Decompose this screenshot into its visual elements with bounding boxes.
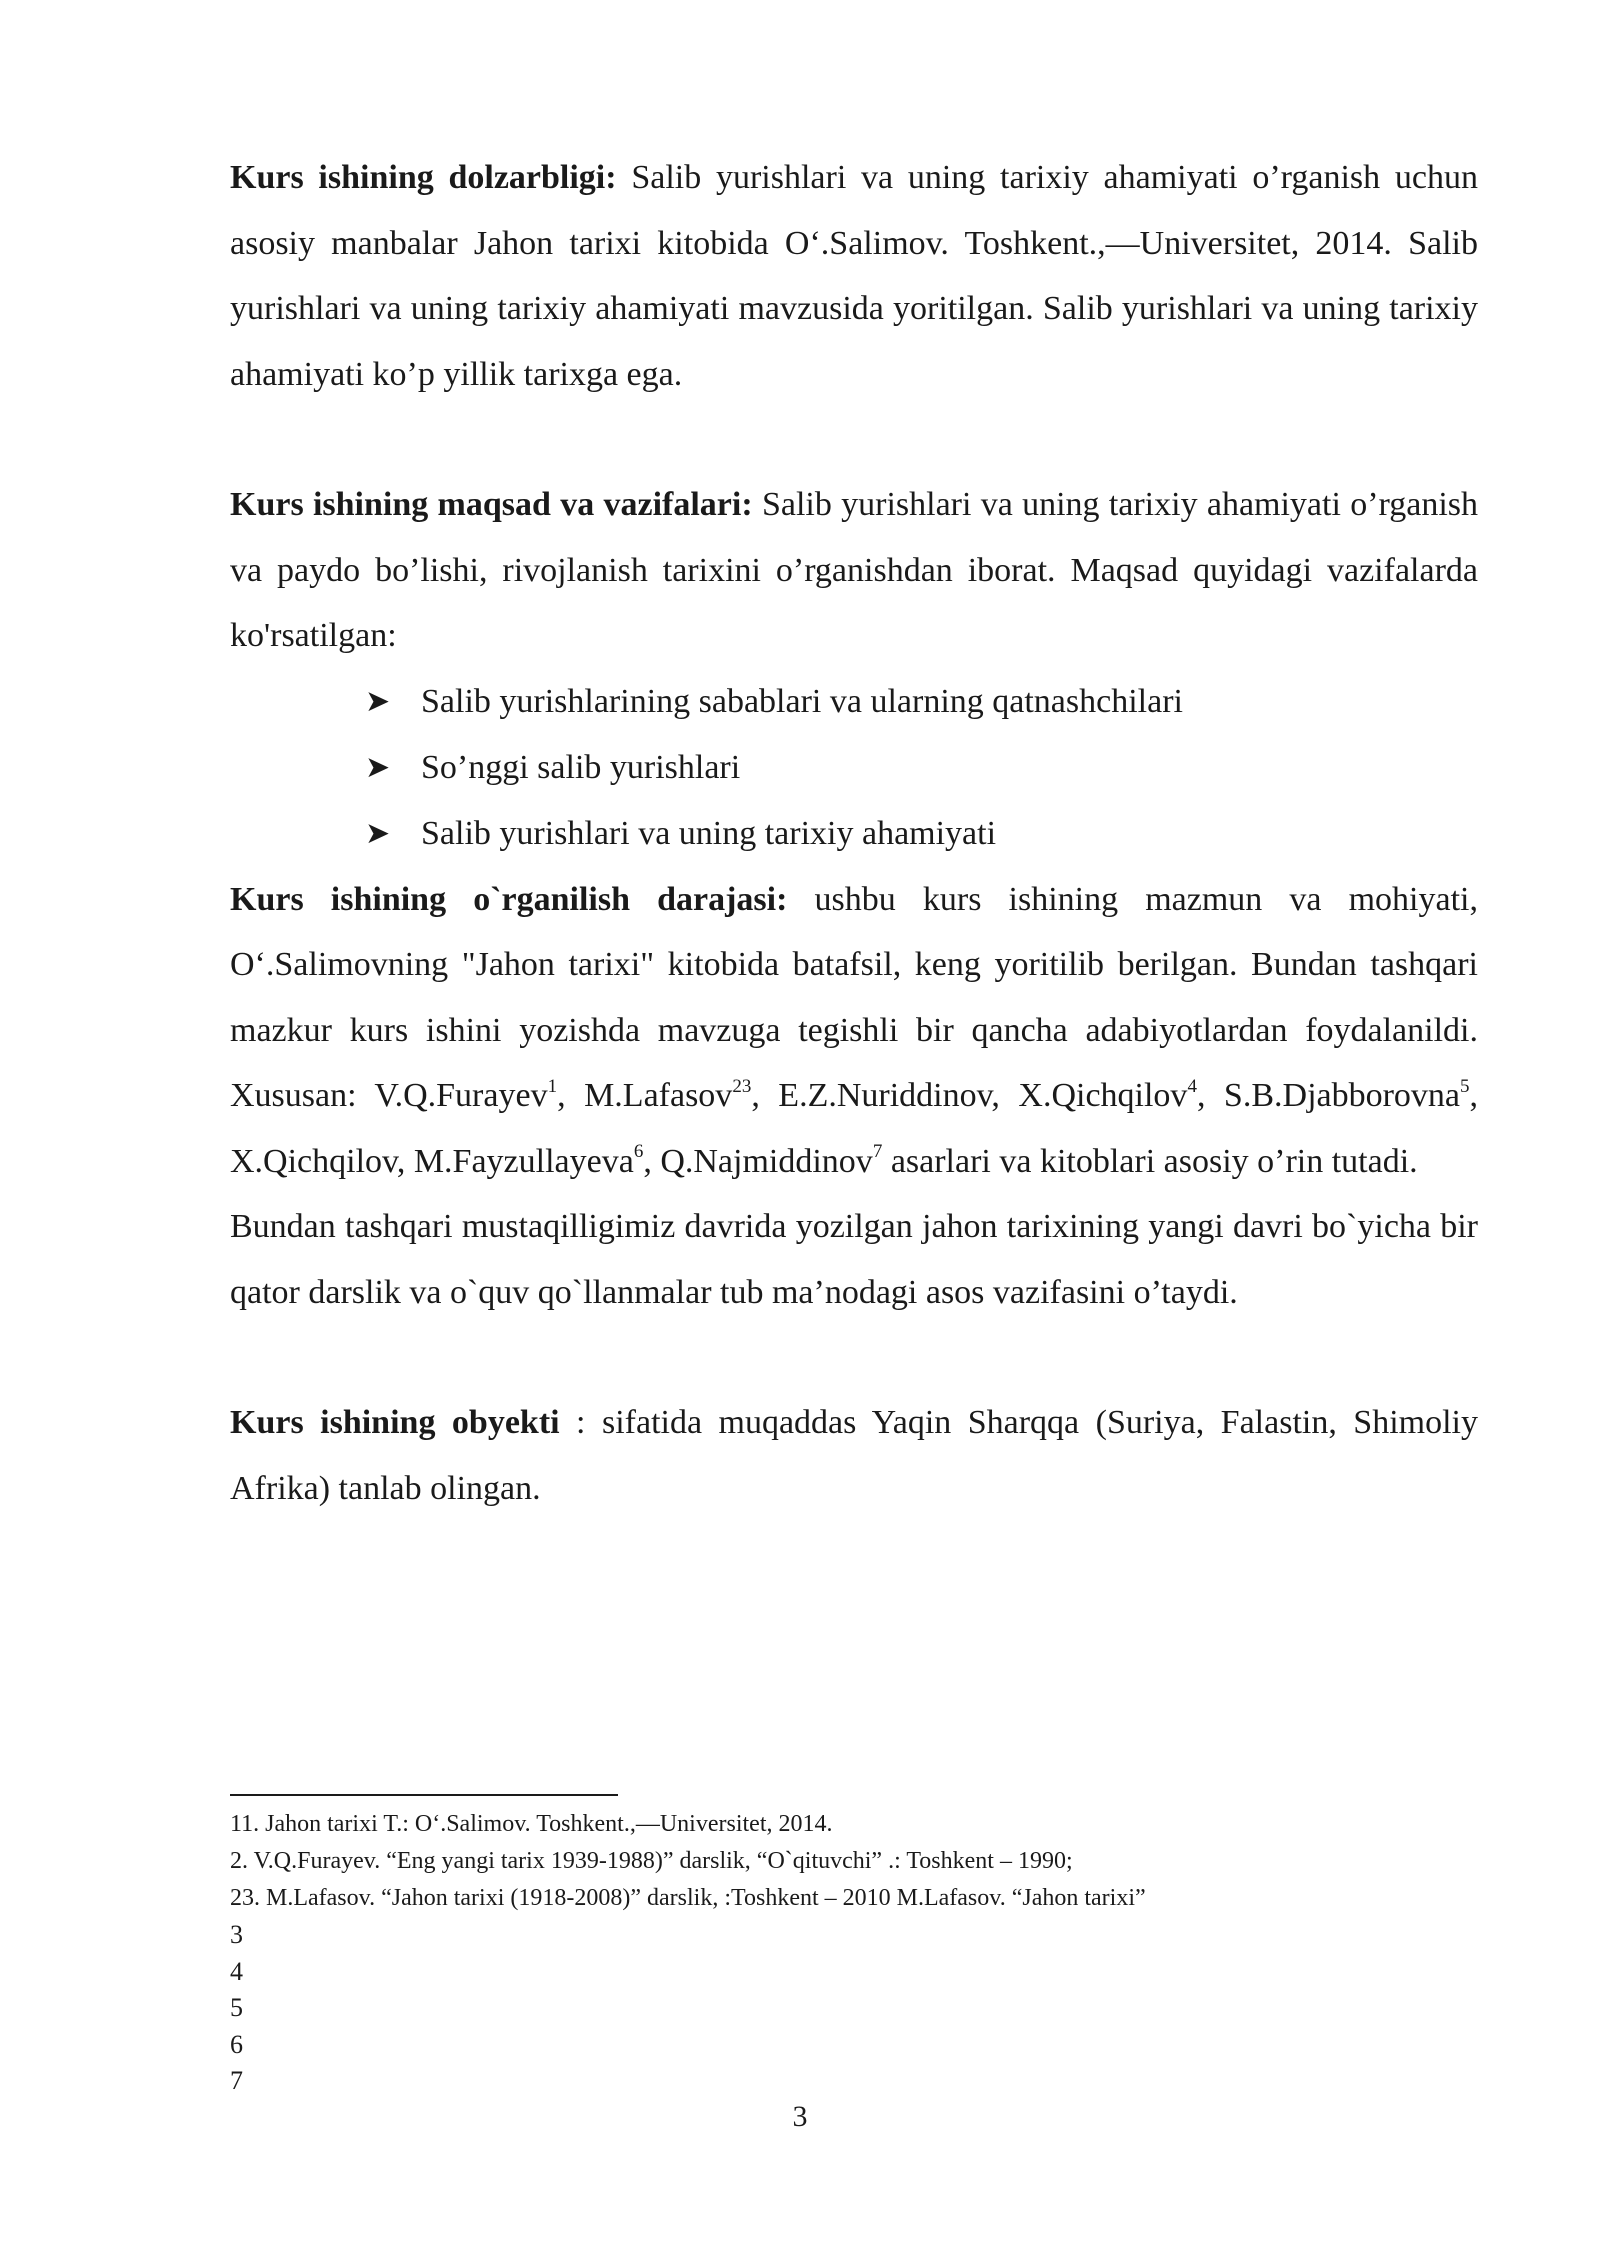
heading-study-level: Kurs ishining o`rganilish darajasi: (230, 880, 788, 918)
arrowhead-bullet-icon: ➤ (365, 750, 391, 784)
text-relevance: Salib yurishlari va uning tarixiy ahamiyati o’rganish uchun asosiy manbalar Jahon tarixi kitobida O‘.Salimov. Toshkent.,―Universitet, 2014. Salib yurishlari va uning tarixiy ahamiyati mavzusida yoritilgan. Salib yurishlari va uning tarixiy ahamiyati ko’p yillik tarixga ega. (230, 159, 1478, 393)
footnote-number: 7 (230, 2066, 243, 2095)
task-text: Salib yurishlarining sabablari va ularning qatnashchilari (421, 682, 1183, 720)
footnotes (230, 1806, 1478, 2100)
footnote-ref[interactable]: 23 (732, 1075, 752, 1097)
footnote-item: 2. V.Q.Furayev. “Eng yangi tarix 1939-1988)” darslik, “O`qituvchi” .: Toshkent – 1990; (230, 1848, 1073, 1874)
text-segment: , Q.Najmiddinov (643, 1142, 873, 1180)
footnote-ref[interactable]: 1 (547, 1075, 558, 1097)
heading-object: Kurs ishining obyekti (230, 1404, 560, 1441)
list-item (365, 801, 1478, 867)
list-item (365, 669, 1478, 735)
paragraph-object (230, 1390, 1478, 1521)
footnote-item: 11. Jahon tarixi T.: O‘.Salimov. Toshkent.,―Universitet, 2014. (230, 1811, 833, 1837)
paragraph-relevance (230, 145, 1478, 407)
text-segment: , X.Qichqilov, M.Fayzullayeva (230, 1077, 1479, 1180)
footnote-ref[interactable]: 6 (633, 1141, 644, 1163)
text-goals: Salib yurishlari va uning tarixiy ahamiyati o’rganish va paydo bo’lishi, rivojlanish tarixini o’rganishdan iborat. Maqsad quyidagi vazifalarda ko'rsatilgan: (230, 486, 1478, 654)
text-segment: asarlari va kitoblari asosiy o’rin tutadi. (882, 1142, 1418, 1180)
page-number: 3 (792, 2100, 808, 2133)
task-text: Salib yurishlari va uning tarixiy ahamiyati (421, 814, 997, 852)
footnote-number: 6 (230, 2029, 243, 2059)
paragraph-goals (230, 472, 1478, 669)
main-text (230, 145, 1478, 1521)
list-item (365, 735, 1478, 801)
text-textbooks: Bundan tashqari mustaqilligimiz davrida yozilgan jahon tarixining yangi davri bo`yicha bir qator darslik va o`quv qo`llanmalar tub ma’nodagi asos vazifasini o’taydi. (230, 1208, 1478, 1311)
paragraph-textbooks (230, 1194, 1478, 1325)
footnote-item: 23. M.Lafasov. “Jahon tarixi (1918-2008)” darslik, :Toshkent – 2010 M.Lafasov. “Jahon tarixi” (230, 1885, 1146, 1911)
text-segment: , E.Z.Nuriddinov, X.Qichqilov (751, 1077, 1188, 1114)
footnote-ref[interactable]: 5 (1460, 1075, 1470, 1097)
arrowhead-bullet-icon: ➤ (365, 816, 391, 850)
text-segment: , M.Lafasov (557, 1077, 733, 1114)
footnote-ref[interactable]: 4 (1187, 1075, 1197, 1097)
text-object: : sifatida muqaddas Yaqin Sharqqa (Suriya, Falastin, Shimoliy Afrika) tanlab olingan. (230, 1404, 1478, 1507)
footnote-number: 5 (230, 1993, 243, 2022)
heading-goals: Kurs ishining maqsad va vazifalari: (230, 486, 753, 523)
footnote-ref[interactable]: 7 (872, 1141, 883, 1163)
text-segment: , S.B.Djabborovna (1196, 1077, 1461, 1114)
heading-relevance: Kurs ishining dolzarbligi: (230, 159, 617, 196)
footnote-separator (230, 1794, 618, 1796)
paragraph-study-level (230, 867, 1478, 1195)
footnote-number: 3 (230, 1920, 243, 1949)
text-segment: ushbu kurs ishining mazmun va mohiyati, O‘.Salimovning "Jahon tarixi" kitobida batafsil, keng yoritilib berilgan. Bundan tashqari mazkur kurs ishini yozishda mavzuga tegishli bir qancha adabiyotlardan foydalanildi. Xususan: V.Q.Furayev (230, 880, 1478, 1114)
task-text: So’nggi salib yurishlari (421, 748, 741, 786)
footnote-number: 4 (230, 1956, 243, 1986)
task-list (230, 669, 1478, 867)
arrowhead-bullet-icon: ➤ (365, 684, 391, 718)
